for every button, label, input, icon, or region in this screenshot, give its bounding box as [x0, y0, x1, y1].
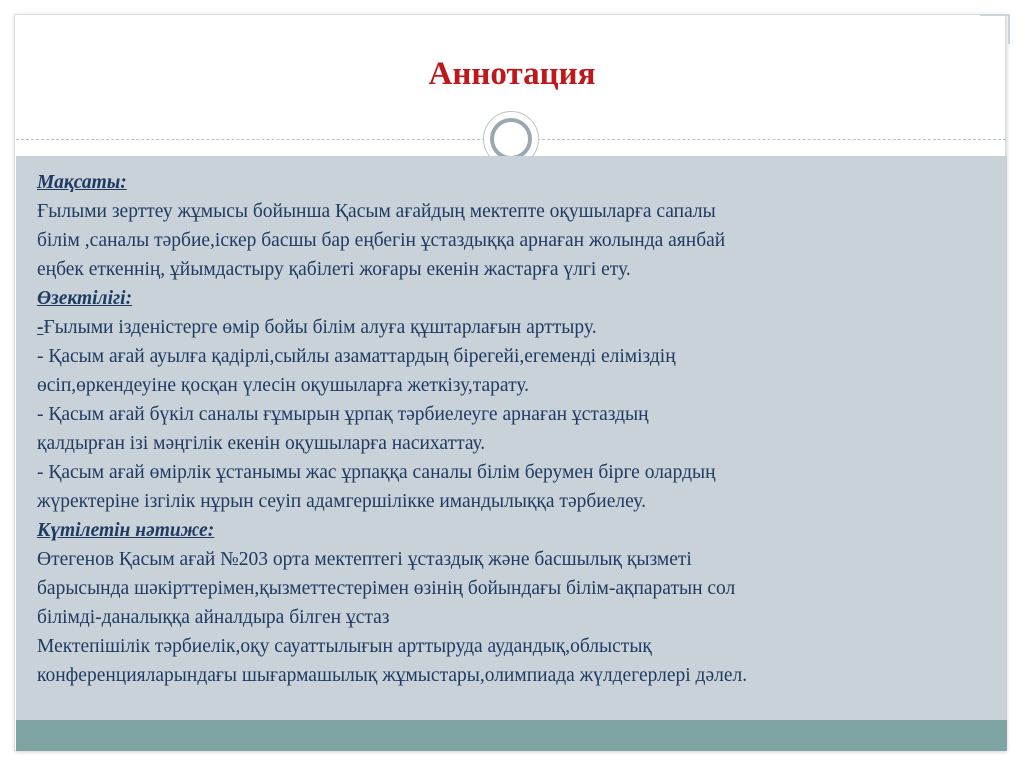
goal-heading: Мақсаты: [37, 172, 127, 193]
relevance-line: - Қасым ағай бүкіл саналы ғұмырын ұрпақ тәрбиелеуге арнаған ұстаздың [37, 404, 649, 425]
result-heading: Күтілетін нәтиже: [37, 520, 215, 541]
corner-accent [980, 14, 1010, 44]
relevance-heading: Өзектілігі: [37, 288, 133, 309]
relevance-line: - Қасым ағай ауылға қадірлі,сыйлы азаматтардың бірегейі,егеменді еліміздің [37, 346, 676, 367]
relevance-line: қалдырған ізі мәңгілік екенін оқушыларға насихаттау. [37, 433, 486, 454]
goal-line: еңбек еткеннің, ұйымдастыру қабілеті жоғары екенін жастарға үлгі ету. [37, 259, 631, 280]
relevance-line: - Қасым ағай өмірлік ұстанымы жас ұрпаққа саналы білім берумен бірге олардың [37, 462, 716, 483]
slide-title: Аннотация [428, 56, 596, 92]
relevance-first-line [37, 313, 997, 342]
relevance-line: өсіп,өркендеуіне қосқан үлесін оқушыларға жеткізу,тарату. [37, 375, 530, 396]
goal-line: білім ,саналы тәрбие,іскер басшы бар еңбегін ұстаздыққа арнаған жолында аянбай [37, 230, 726, 251]
result-line: Өтегенов Қасым ағай №203 орта мектептегі ұстаздық және басшылық қызметі [37, 549, 692, 570]
relevance-dash: - [37, 317, 44, 338]
goal-line: Ғылыми зерттеу жұмысы бойынша Қасым ағайдың мектепте оқушыларға сапалы [37, 201, 716, 222]
relevance-line: жүректеріне ізгілік нұрын сеуіп адамгершілікке имандылыққа тәрбиелеу. [37, 491, 646, 512]
result-line: білімді-даналыққа айналдыра білген ұстаз [37, 607, 390, 628]
decorative-circle-icon [490, 118, 532, 160]
annotation-text [37, 168, 997, 690]
result-line: Мектепішілік тәрбиелік,оқу сауаттылығын арттыруда аудандық,облыстық [37, 636, 652, 657]
footer-bar [16, 720, 1007, 751]
result-line: барысында шәкірттерімен,қызметтестерімен өзінің бойындағы білім-ақпаратын сол [37, 578, 736, 599]
relevance-first-text: Ғылыми ізденістерге өмір бойы білім алуға құштарлағын арттыру. [43, 317, 597, 338]
result-line: конференцияларындағы шығармашылық жұмыстары,олимпиада жүлдегерлері дәлел. [37, 665, 748, 686]
